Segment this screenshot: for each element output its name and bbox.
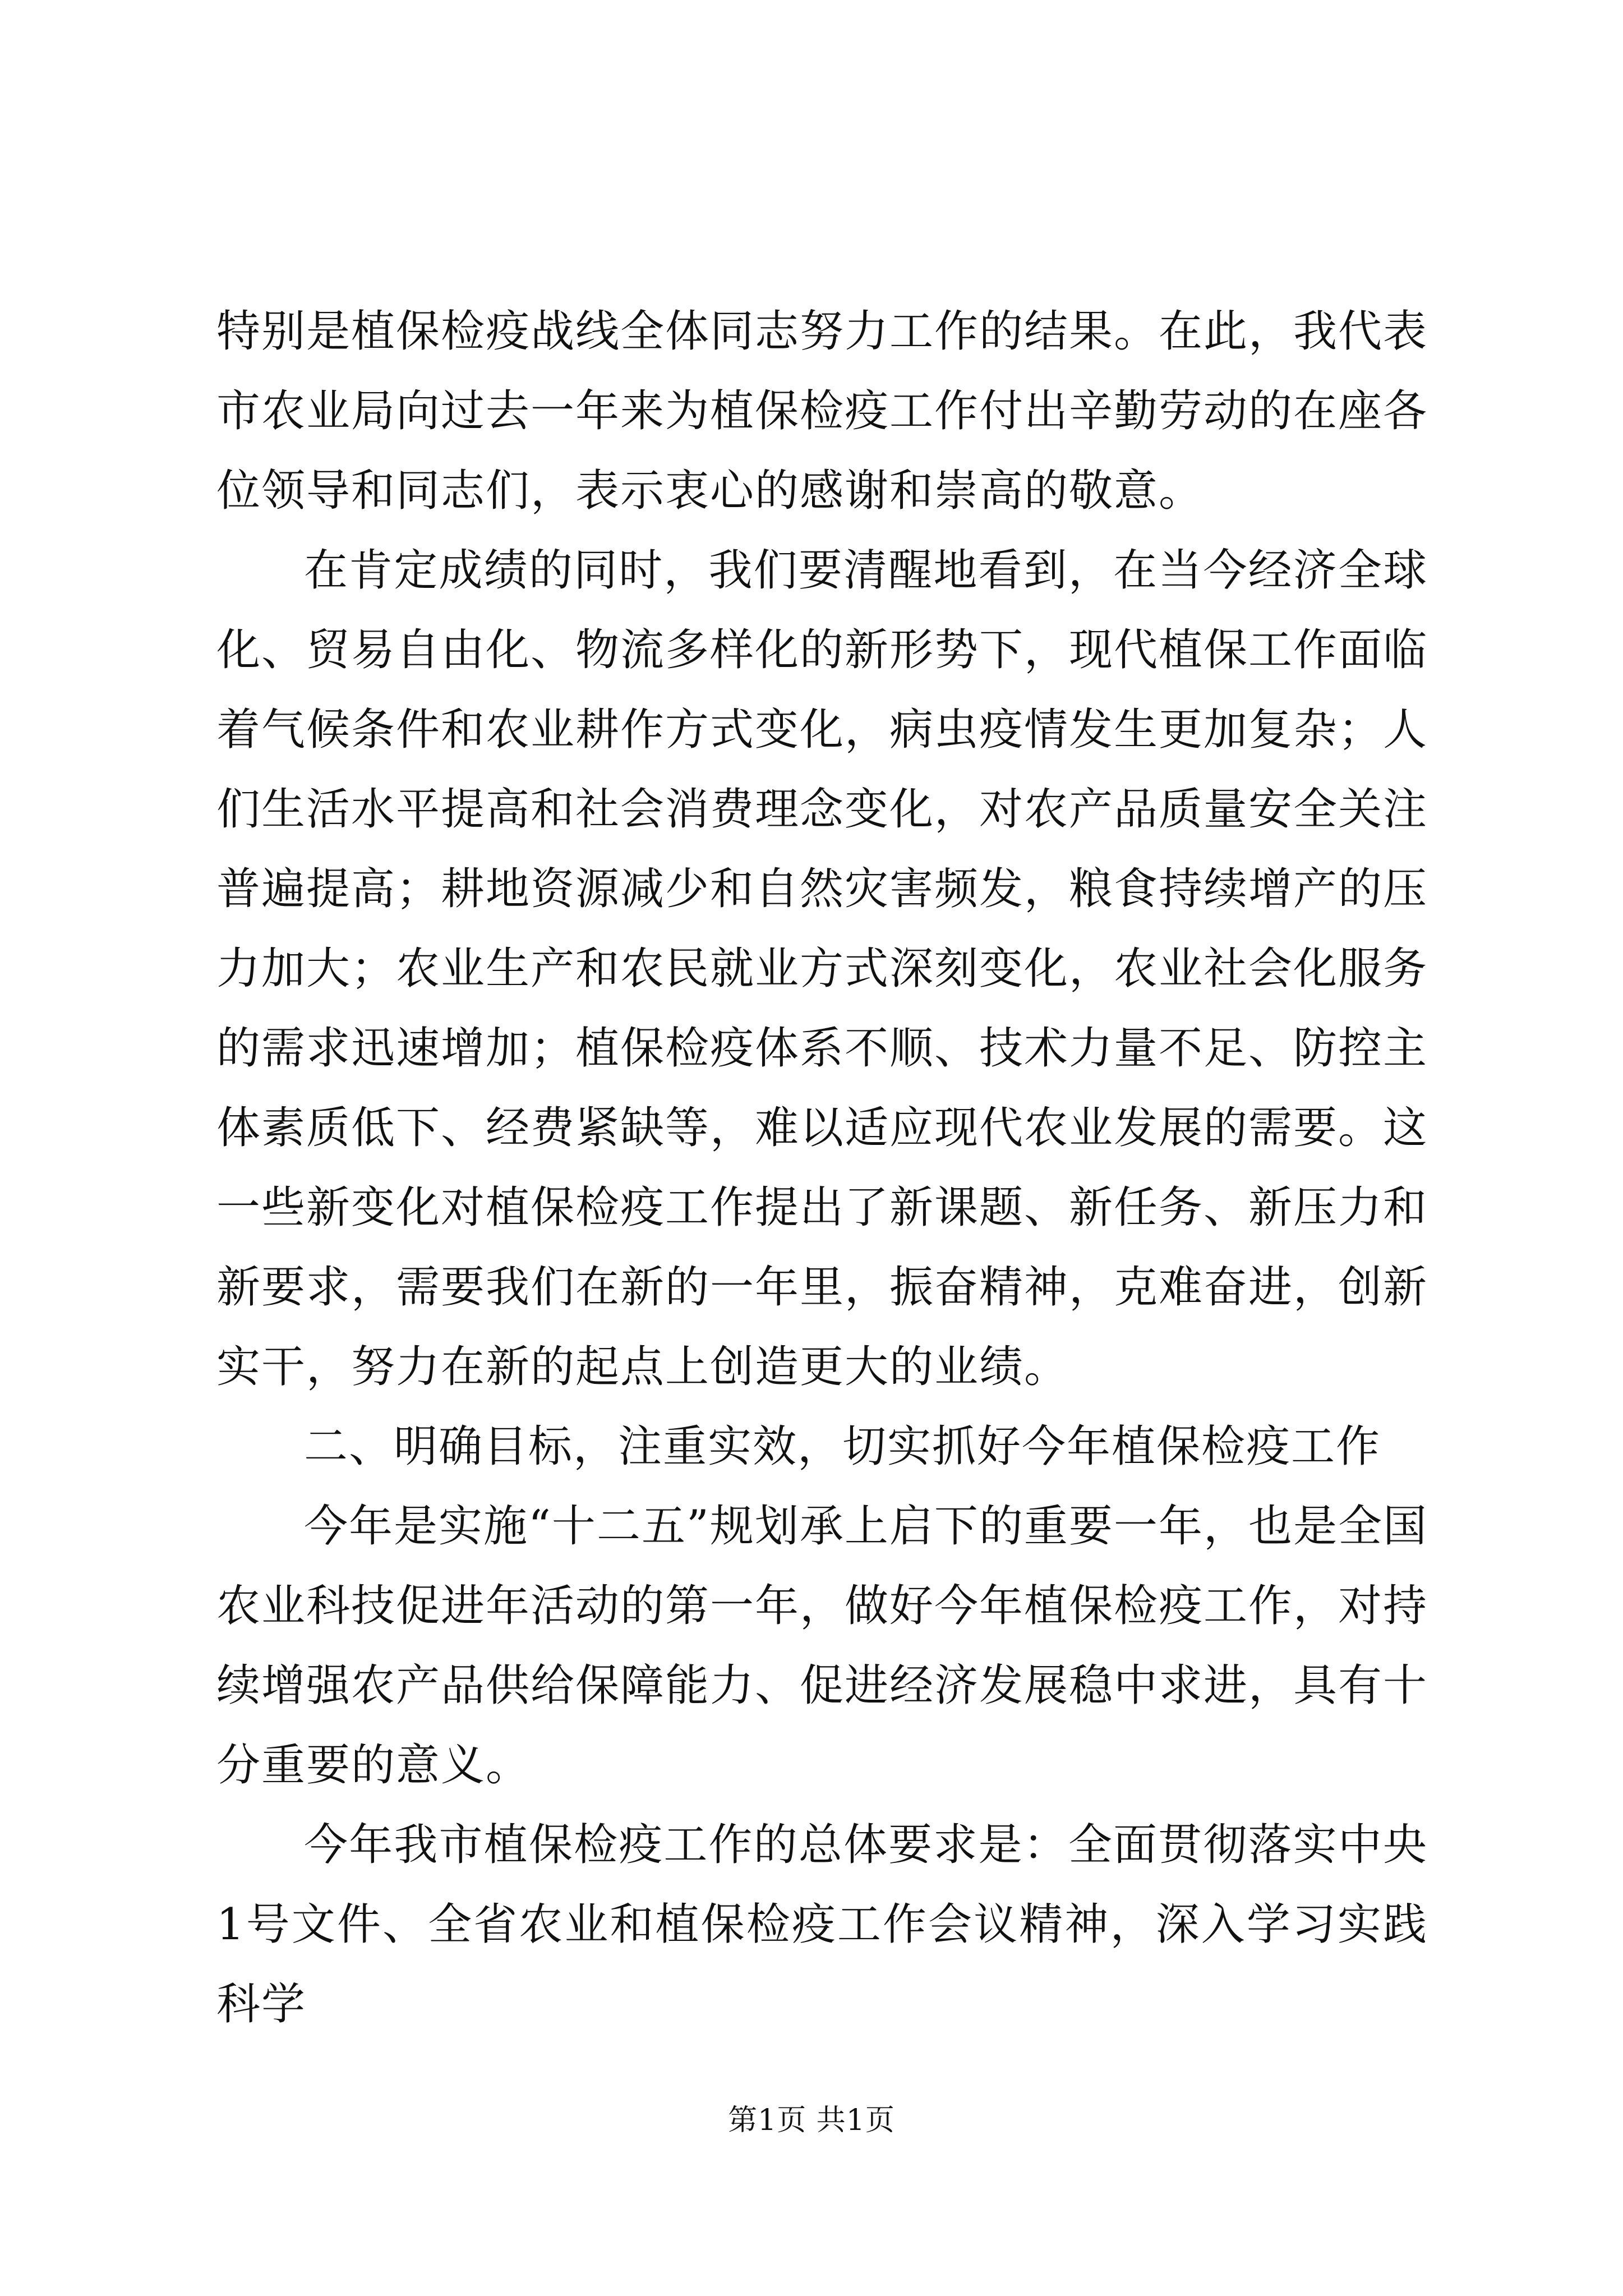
paragraph-continuation: 特别是植保检疫战线全体同志努力工作的结果。在此，我代表市农业局向过去一年来为植保检疫工作付出辛勤劳动的在座各位领导和同志们，表示衷心的感谢和崇高的敬意。: [216, 306, 1428, 516]
paragraph-significance: 今年是实施“十二五”规划承上启下的重要一年，也是全国农业科技促进年活动的第一年，做好今年植保检疫工作，对持续增强农产品供给保障能力、促进经济发展稳中求进，具有十分重要的意义。: [216, 1501, 1428, 1791]
document-body: [216, 292, 1428, 2044]
paragraph-challenges: 在肯定成绩的同时，我们要清醒地看到，在当今经济全球化、贸易自由化、物流多样化的新形势下，现代植保工作面临着气候条件和农业耕作方式变化，病虫疫情发生更加复杂；人们生活水平提高和社会消费理念变化，对农产品质量安全关注普遍提高；耕地资源减少和自然灾害频发，粮食持续增产的压力加大；农业生产和农民就业方式深刻变化，农业社会化服务的需求迅速增加；植保检疫体系不顺、技术力量不足、防控主体素质低下、经费紧缺等，难以适应现代农业发展的需要。这一些新变化对植保检疫工作提出了新课题、新任务、新压力和新要求，需要我们在新的一年里，振奋精神，克难奋进，创新实干，努力在新的起点上创造更大的业绩。: [216, 545, 1428, 1392]
section-heading: 二、明确目标，注重实效，切实抓好今年植保检疫工作: [304, 1421, 1381, 1472]
paragraph-requirements: 今年我市植保检疫工作的总体要求是：全面贯彻落实中央1号文件、全省农业和植保检疫工作会议精神，深入学习实践科学: [216, 1820, 1428, 2030]
page-footer: 第1页 共1页: [728, 2104, 895, 2137]
